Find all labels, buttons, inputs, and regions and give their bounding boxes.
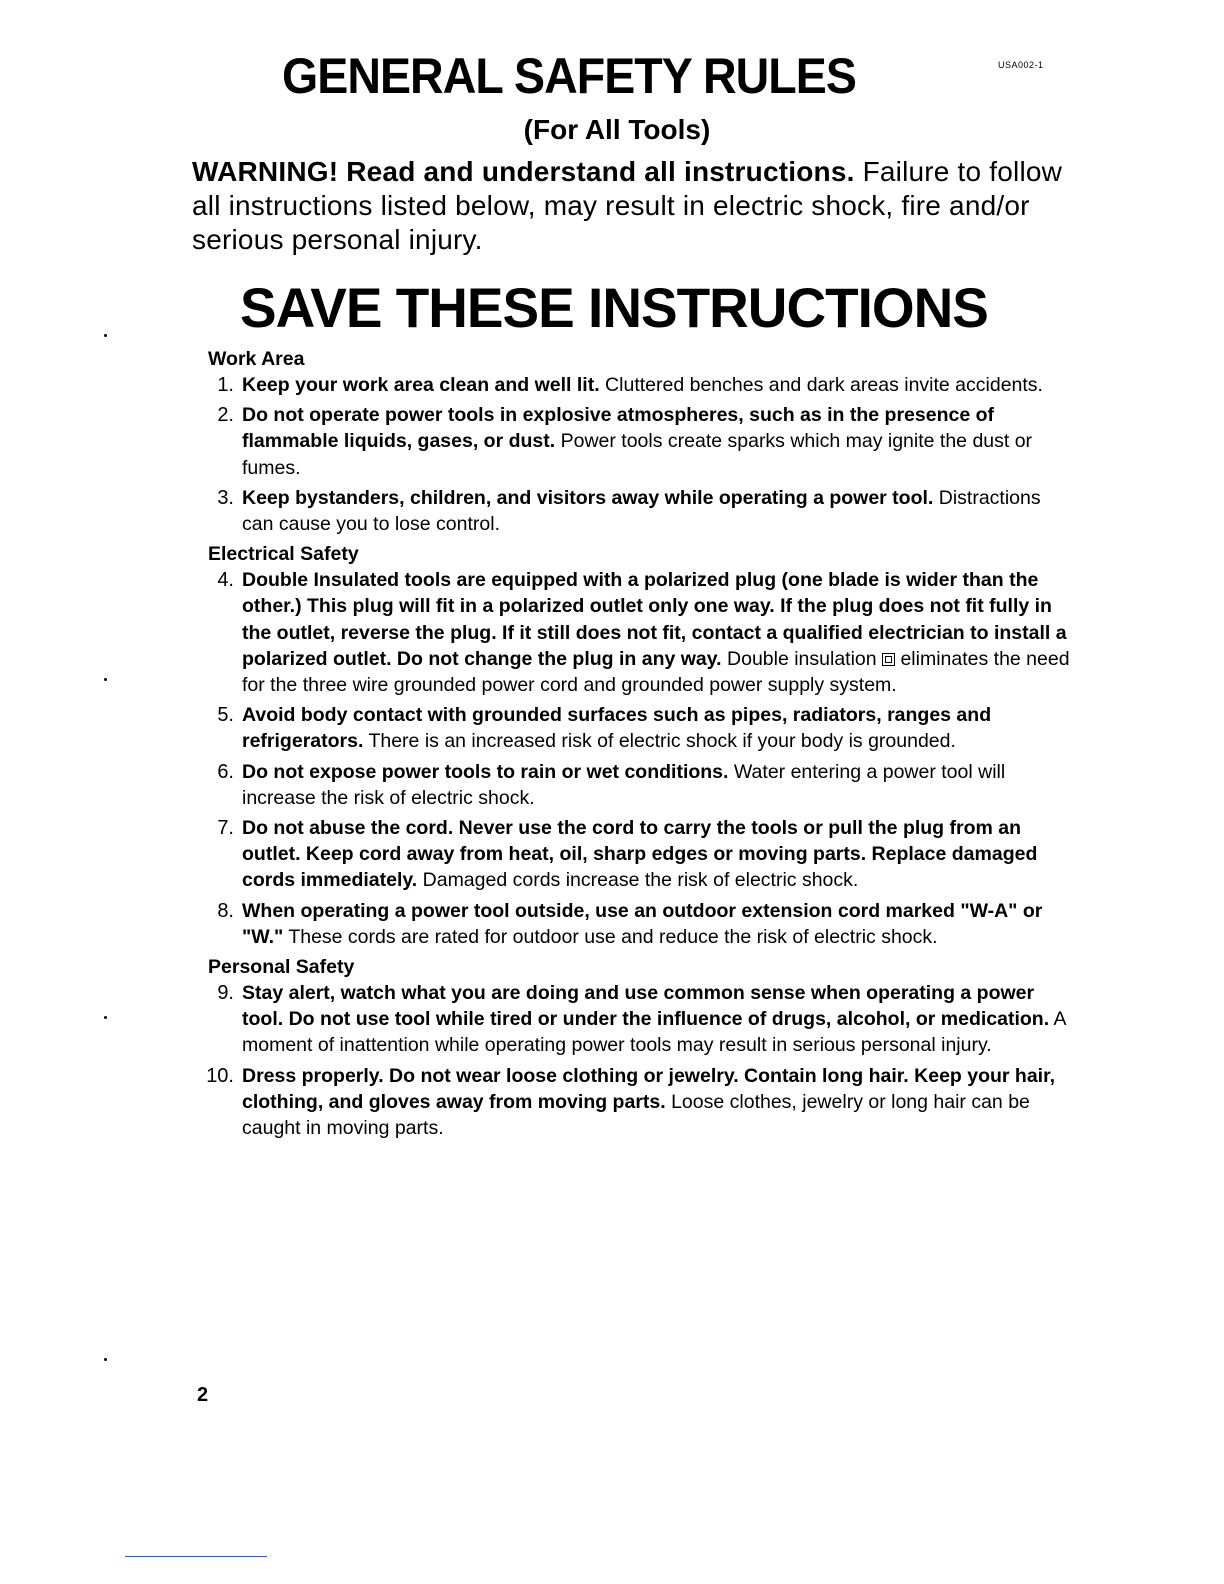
rule-bold-text: Double Insulated tools are equipped with a polarized plug (one blade is wider than the other.) This plug will fit in a polarized outlet only one way. If the plug does not fit fully in the outlet, reverse the plug. If it still does not fit, contact a qualified electrician to install a polarized outlet. Do not change the plug in any way. <box>242 569 1067 670</box>
rule-text: Cluttered benches and dark areas invite accidents. <box>599 374 1043 396</box>
rule-text-continued: eliminates the need for the three wire grounded power cord and grounded power supply system. <box>242 647 1070 697</box>
rule-text: Loose clothes, jewelry or long hair can be caught in moving parts. <box>242 1090 1030 1140</box>
save-instructions-heading: SAVE THESE INSTRUCTIONS <box>240 276 988 339</box>
rule-text: Damaged cords increase the risk of electric shock. <box>417 869 859 892</box>
rule-bold-text: When operating a power tool outside, use an outdoor extension cord marked "W-A" or "W." <box>242 899 1043 948</box>
rule-number: 9. <box>217 982 234 1005</box>
rule-text: There is an increased risk of electric shock if your body is grounded. <box>363 730 956 753</box>
warning-text: Failure to follow all instructions listed below, may result in electric shock, fire and/or serious personal injury. <box>192 156 1063 255</box>
page-title: GENERAL SAFETY RULES <box>282 48 856 104</box>
rule-item <box>196 485 1076 537</box>
rule-item <box>196 898 1076 950</box>
rule-item <box>196 1063 1076 1142</box>
rule-bold-text: Keep your work area clean and well lit. <box>242 374 600 396</box>
rule-text: These cords are rated for outdoor use and reduce the risk of electric shock. <box>283 925 938 948</box>
scan-mark <box>104 1358 107 1361</box>
bottom-divider <box>125 1556 267 1557</box>
rule-number: 8. <box>217 899 234 922</box>
rule-number: 5. <box>217 704 234 727</box>
rule-number: 2. <box>217 404 234 427</box>
rule-number: 3. <box>217 486 234 509</box>
rule-text: Power tools create sparks which may ignite the dust or fumes. <box>242 430 1033 479</box>
section-heading-work-area: Work Area <box>208 348 305 370</box>
rule-number: 6. <box>217 760 234 783</box>
rule-bold-text: Do not expose power tools to rain or wet conditions. <box>242 760 729 783</box>
rule-bold-text: Stay alert, watch what you are doing and use common sense when operating a power tool. Do not use tool while tired or under the influence of drugs, alcohol, or medication. <box>242 982 1050 1031</box>
section-heading-personal-safety: Personal Safety <box>208 956 355 979</box>
rule-item <box>196 815 1076 894</box>
rules-list <box>196 344 1076 1145</box>
page-subtitle: (For All Tools) <box>523 114 711 145</box>
rule-number: 4. <box>217 569 234 592</box>
rule-item <box>196 567 1076 698</box>
warning-paragraph <box>192 155 1072 257</box>
rule-item <box>196 372 1076 398</box>
rule-text: Double insulation <box>721 647 883 670</box>
double-insulation-icon <box>882 653 895 666</box>
rule-text: A moment of inattention while operating power tools may result in serious personal injury. <box>242 1008 1066 1057</box>
rule-text: Water entering a power tool will increase the risk of electric shock. <box>242 760 1006 809</box>
rule-bold-text: Do not operate power tools in explosive atmospheres, such as in the presence of flammable liquids, gases, or dust. <box>242 404 995 453</box>
warning-bold-text: WARNING! Read and understand all instructions. <box>192 156 855 187</box>
rule-number: 10. <box>206 1064 234 1087</box>
rule-item <box>196 980 1076 1059</box>
rule-bold-text: Do not abuse the cord. Never use the cord to carry the tools or pull the plug from an outlet. Keep cord away from heat, oil, sharp edges or moving parts. Replace damaged cords immediately. <box>242 817 1038 892</box>
section-heading-electrical-safety: Electrical Safety <box>208 543 359 566</box>
rule-number: 1. <box>217 374 234 396</box>
rule-item <box>196 759 1076 811</box>
rule-item <box>196 702 1076 754</box>
rule-text: Distractions can cause you to lose control. <box>242 486 1041 536</box>
rule-bold-text: Dress properly. Do not wear loose clothing or jewelry. Contain long hair. Keep your hair, clothing, and gloves away from moving parts. <box>242 1064 1056 1113</box>
scan-mark <box>104 678 107 681</box>
scan-mark <box>104 334 107 337</box>
document-code: USA002-1 <box>998 60 1044 70</box>
page-number: 2 <box>197 1384 209 1406</box>
rule-bold-text: Keep bystanders, children, and visitors away while operating a power tool. <box>242 486 934 509</box>
rule-bold-text: Avoid body contact with grounded surfaces such as pipes, radiators, ranges and refrigerators. <box>242 704 992 753</box>
rule-item <box>196 402 1076 481</box>
scan-mark <box>104 1016 107 1019</box>
rule-number: 7. <box>217 817 234 840</box>
